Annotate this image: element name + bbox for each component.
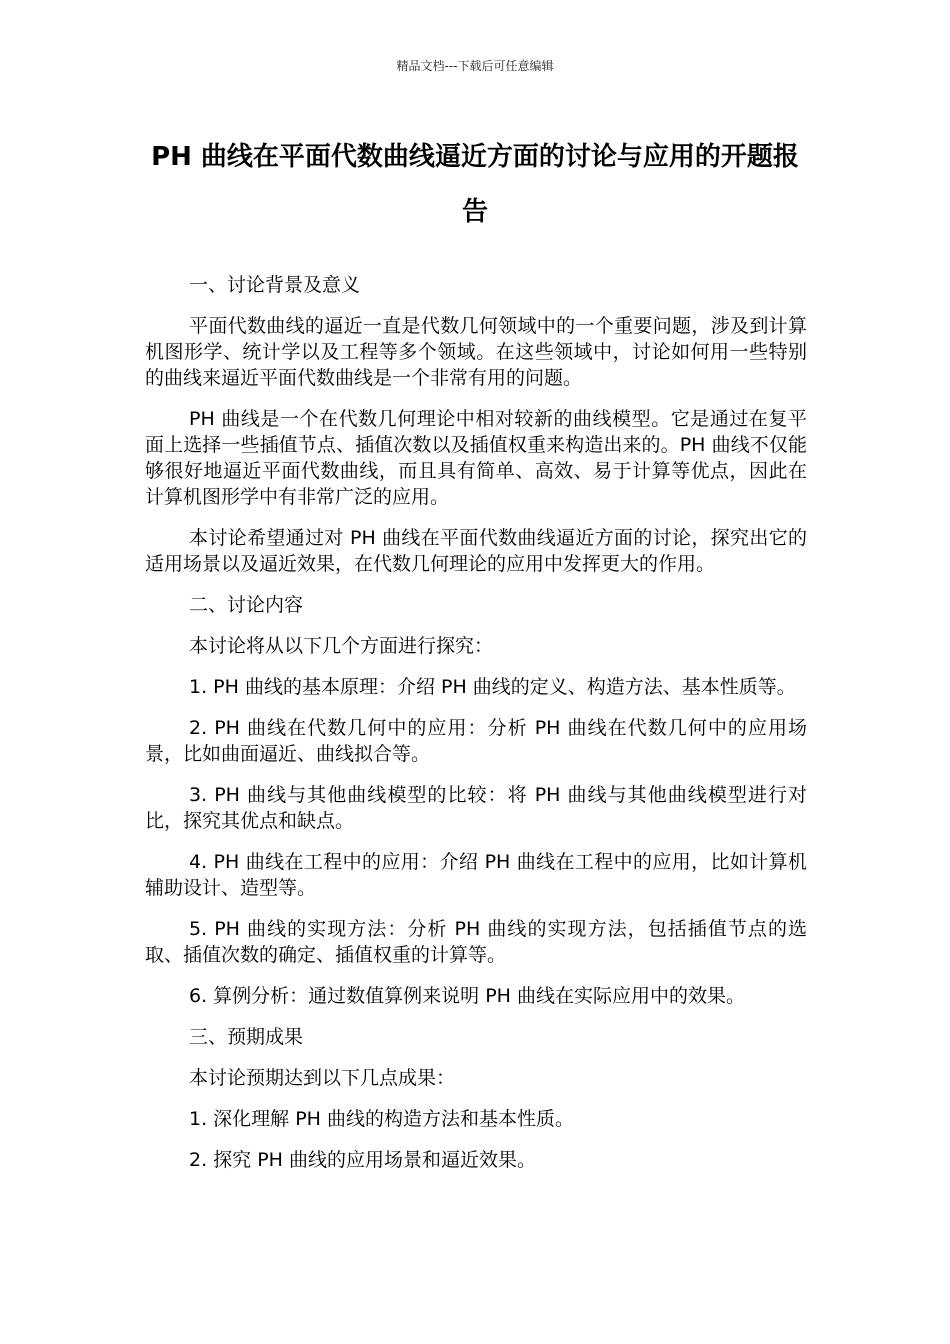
section-heading-background: 一、讨论背景及意义 <box>189 274 361 296</box>
paragraph-background-1: 平面代数曲线的逼近一直是代数几何领域中的一个重要问题，涉及到计算机图形学、统计学以及工程等多个领域。在这些领域中，讨论如何用一些特别的曲线来逼近平面代数曲线是一个非常有用的问题。 <box>145 315 807 389</box>
document-body <box>145 272 807 1188</box>
header-note: 精品文档---下载后可任意编辑 <box>396 59 554 73</box>
list-item-content-1: 1. PH 曲线的基本原理：介绍 PH 曲线的定义、构造方法、基本性质等。 <box>189 676 796 698</box>
list-item-content-6: 6. 算例分析：通过数值算例来说明 PH 曲线在实际应用中的效果。 <box>189 985 745 1007</box>
list-item-content-4: 4. PH 曲线在工程中的应用：介绍 PH 曲线在工程中的应用，比如计算机辅助设计、造型等。 <box>145 851 807 899</box>
list-item-content-5: 5. PH 曲线的实现方法：分析 PH 曲线的实现方法，包括插值节点的选取、插值次数的确定、插值权重的计算等。 <box>145 918 807 966</box>
list-item-content-2: 2. PH 曲线在代数几何中的应用：分析 PH 曲线在代数几何中的应用场景，比如曲面逼近、曲线拟合等。 <box>145 717 807 765</box>
paragraph-background-3: 本讨论希望通过对 PH 曲线在平面代数曲线逼近方面的讨论，探究出它的适用场景以及逼近效果，在代数几何理论的应用中发挥更大的作用。 <box>145 527 807 575</box>
list-item-results-1: 1. 深化理解 PH 曲线的构造方法和基本性质。 <box>189 1108 574 1130</box>
paragraph-results-intro: 本讨论预期达到以下几点成果： <box>189 1067 456 1089</box>
section-heading-content: 二、讨论内容 <box>189 594 304 616</box>
section-heading-results: 三、预期成果 <box>189 1026 304 1048</box>
paragraph-background-2: PH 曲线是一个在代数几何理论中相对较新的曲线模型。它是通过在复平面上选择一些插值节点、插值次数以及插值权重来构造出来的。PH 曲线不仅能够很好地逼近平面代数曲线，而且具有简单、高效、易于计算等优点，因此在计算机图形学中有非常广泛的应用。 <box>145 408 807 508</box>
list-item-results-2: 2. 探究 PH 曲线的应用场景和逼近效果。 <box>189 1149 536 1171</box>
document-title: PH 曲线在平面代数曲线逼近方面的讨论与应用的开题报告 <box>151 142 799 227</box>
paragraph-content-intro: 本讨论将从以下几个方面进行探究： <box>189 635 494 657</box>
list-item-content-3: 3. PH 曲线与其他曲线模型的比较：将 PH 曲线与其他曲线模型进行对比，探究其优点和缺点。 <box>145 784 807 832</box>
